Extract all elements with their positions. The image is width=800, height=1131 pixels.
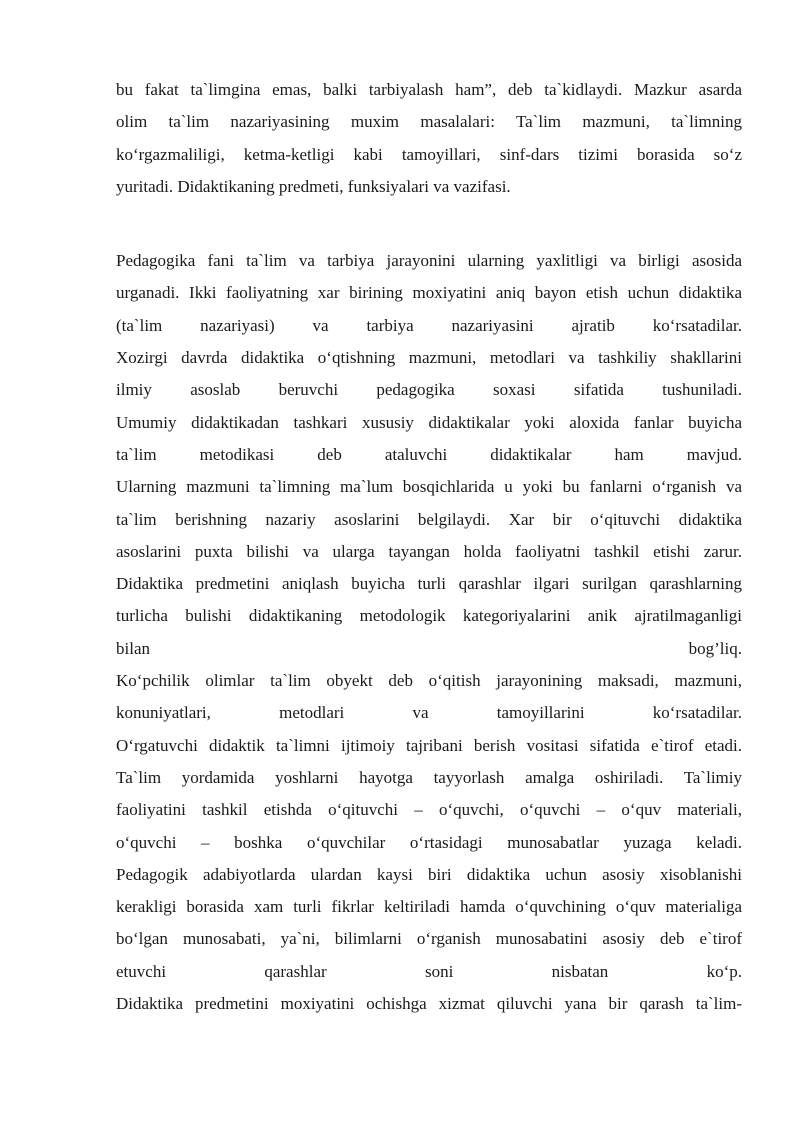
text-line: ilmiy asoslab beruvchi pedagogika soxasi sifatida tushuniladi. [116,380,742,400]
text-line: boʻlgan munosabati, ya`ni, bilimlarni oʻrganish munosabatini asosiy deb e`tirof [116,929,742,949]
text-line: olim ta`lim nazariyasining muxim masalalari: Ta`lim mazmuni, ta`limning [116,112,742,132]
text-line: bilan bog’liq. [116,638,742,658]
text-line: urganadi. Ikki faoliyatning xar birining moxiyatini aniq bayon etish uchun didaktika [116,283,742,303]
paragraph-2 [116,245,742,1020]
text-line: Pedagogik adabiyotlarda ulardan kaysi biri didaktika uchun asosiy xisoblanishi [116,864,742,884]
paragraph-spacer [116,203,742,245]
text-line: Ta`lim yordamida yoshlarni hayotga tayyorlash amalga oshiriladi. Ta`limiy [116,767,742,787]
text-line: Pedagogika fani ta`lim va tarbiya jarayonini ularning yaxlitligi va birligi asosida [116,251,742,271]
text-line: konuniyatlari, metodlari va tamoyillarini koʻrsatadilar. [116,703,742,723]
paragraph-1 [116,74,742,203]
text-line: Koʻpchilik olimlar ta`lim obyekt deb oʻqitish jarayonining maksadi, mazmuni, [116,671,742,691]
text-line: oʻquvchi – boshka oʻquvchilar oʻrtasidagi munosabatlar yuzaga keladi. [116,832,742,852]
text-line: Umumiy didaktikadan tashkari xususiy didaktikalar yoki aloxida fanlar buyicha [116,412,742,432]
text-line: turlicha bulishi didaktikaning metodologik kategoriyalarini anik ajratilmaganligi [116,606,742,626]
text-line: etuvchi qarashlar soni nisbatan koʻp. [116,961,742,981]
text-line: ta`lim berishning nazariy asoslarini belgilaydi. Xar bir oʻqituvchi didaktika [116,509,742,529]
text-line: yuritadi. Didaktikaning predmeti, funksiyalari va vazifasi. [116,176,511,196]
text-line: faoliyatini tashkil etishda oʻqituvchi – oʻquvchi, oʻquvchi – oʻquv materiali, [116,800,742,820]
text-line: koʻrgazmaliligi, ketma-ketligi kabi tamoyillari, sinf-dars tizimi borasida soʻz [116,144,742,164]
text-line: Xozirgi davrda didaktika oʻqtishning mazmuni, metodlari va tashkiliy shakllarini [116,348,742,368]
text-line: kerakligi borasida xam turli fikrlar keltiriladi hamda oʻquvchining oʻquv materialiga [116,897,742,917]
text-line: Oʻrgatuvchi didaktik ta`limni ijtimoiy tajribani berish vositasi sifatida e`tirof etadi. [116,735,742,755]
text-line: ta`lim metodikasi deb ataluvchi didaktikalar ham mavjud. [116,444,742,464]
text-line: Didaktika predmetini moxiyatini ochishga xizmat qiluvchi yana bir qarash ta`lim- [116,994,742,1014]
document-page [116,74,742,1020]
text-line: asoslarini puxta bilishi va ularga tayangan holda faoliyatni tashkil etishi zarur. [116,541,742,561]
text-line: Didaktika predmetini aniqlash buyicha turli qarashlar ilgari surilgan qarashlarning [116,574,742,594]
text-line: bu fakat ta`limgina emas, balki tarbiyalash ham”, deb ta`kidlaydi. Mazkur asarda [116,80,742,99]
text-line: (ta`lim nazariyasi) va tarbiya nazariyasini ajratib koʻrsatadilar. [116,315,742,335]
text-line: Ularning mazmuni ta`limning ma`lum bosqichlarida u yoki bu fanlarni oʻrganish va [116,477,742,497]
